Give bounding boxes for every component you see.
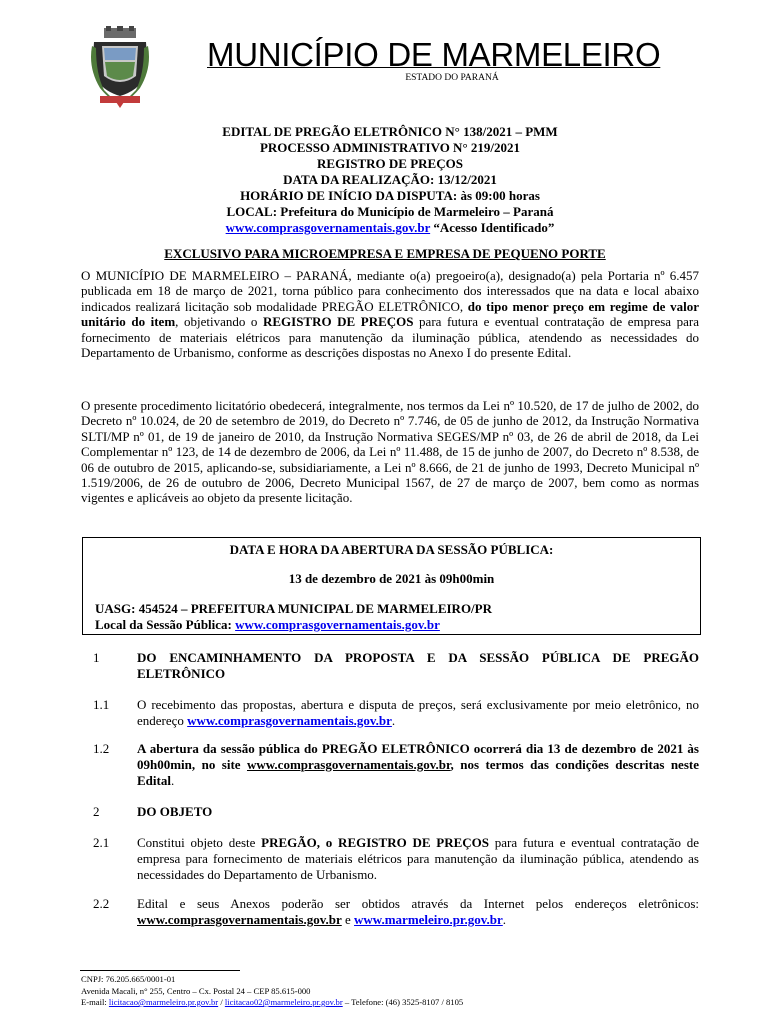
section-1-1-number: 1.1 xyxy=(93,697,110,712)
para1-text-e: para futura e eventual contratação de empresa para fornecimento de materiais elétricos para manutenção da iluminação pública, atendendo as necessidades do Departamento de Urbanismo, conforme as descrições dispostas no Anexo I do presente Edital. xyxy=(81,314,699,361)
local: LOCAL: Prefeitura do Município de Marmeleiro – Paraná xyxy=(226,204,554,219)
acesso-identificado: “Acesso Identificado” xyxy=(430,220,555,235)
s1-1-text: O recebimento das propostas, abertura e disputa de preços, será exclusivamente por meio eletrônico, no endereço xyxy=(137,697,699,728)
s1-1-link[interactable]: www.comprasgovernamentais.gov.br xyxy=(187,713,392,728)
section-2-1-text xyxy=(137,835,699,883)
para1-text-a: O MUNICÍPIO DE MARMELEIRO – PARANÁ, mediante o(a) pregoeiro(a), designado(a) pela Portaria nº 6.457 publicada em 18 de março de 2021, torna público para conhecimento dos interessados que na data e local abaixo indicados realizará licitação sob modalidade PREGÃO ELETRÔNICO, xyxy=(81,268,699,314)
s2-2-mid: e xyxy=(341,912,355,927)
footer-address: Avenida Macali, n° 255, Centro – Cx. Postal 24 – CEP 85.615-000 xyxy=(81,985,311,996)
site-line xyxy=(100,220,680,236)
para1-text-c: , objetivando o xyxy=(175,314,263,330)
exclusivo-heading: EXCLUSIVO PARA MICROEMPRESA E EMPRESA DE PEQUENO PORTE xyxy=(164,246,606,261)
s1-2-text-a: A abertura da sessão pública do PREGÃO ELETRÔNICO ocorrerá dia 13 de dezembro de 2021 às 09h00min, no site xyxy=(137,741,699,772)
s1-2-end: . xyxy=(170,773,175,788)
s1-2-site[interactable]: www.comprasgovernamentais.gov.br xyxy=(246,757,451,772)
footer-email-label: E-mail: xyxy=(81,997,109,1007)
section-1-1-text xyxy=(137,697,699,729)
para1-bold-registro: REGISTRO DE PREÇOS xyxy=(262,314,414,330)
process-number: PROCESSO ADMINISTRATIVO N° 219/2021 xyxy=(259,140,521,155)
intro-paragraph xyxy=(81,268,699,360)
page-subtitle: ESTADO DO PARANÁ xyxy=(405,73,499,83)
session-box-date: 13 de dezembro de 2021 às 09h00min xyxy=(288,571,495,586)
coat-of-arms-icon xyxy=(90,26,150,108)
section-2-2-text xyxy=(137,896,699,928)
s1-1-end: . xyxy=(391,713,396,728)
legal-basis-paragraph: O presente procedimento licitatório obedecerá, integralmente, nos termos da Lei nº 10.520, de 17 de julho de 2002, do Decreto nº 10.024, de 20 de setembro de 2019, do Decreto nº 7.746, de 05 de junho de 2012, da Instrução Normativa SLTI/MP nº 01, de 19 de janeiro de 2010, da Instrução Normativa SEGES/MP nº 03, de 26 de abril de 2018, da Lei Complementar nº 123, de 14 de dezembro de 2006, da Lei nº 11.488, de 15 de junho de 2007, do Decreto nº 8.538, de 06 de outubro de 2015, aplicando-se, subsidiariamente, a Lei nº 8.666, de 21 de junho de 1993, Decreto Municipal nº 1.519/2006, de 26 de outubro de 2006, Decreto Municipal 1567, de 27 de março de 2007, bem como as normas vigentes e aplicáveis ao objeto da presente licitação. xyxy=(81,398,699,506)
s2-1-text-c: para futura e eventual contratação de empresa para fornecimento de materiais elétricos para manutenção da iluminação pública, atendendo as necessidades do Departamento de Urbanismo. xyxy=(137,835,699,882)
s2-1-text-a: Constitui objeto deste xyxy=(137,835,262,850)
horario-disputa: HORÁRIO DE INÍCIO DA DISPUTA: às 09:00 horas xyxy=(240,188,540,203)
s2-1-bold: PREGÃO, o REGISTRO DE PREÇOS xyxy=(261,835,490,850)
session-info-box xyxy=(82,537,701,635)
section-1-2-number: 1.2 xyxy=(93,741,110,756)
s2-2-site-compras[interactable]: www.comprasgovernamentais.gov.br xyxy=(137,912,342,927)
section-1-title: DO ENCAMINHAMENTO DA PROPOSTA E DA SESSÃO PÚBLICA DE PREGÃO ELETRÔNICO xyxy=(137,650,699,681)
section-2-1-number: 2.1 xyxy=(93,835,110,850)
edital-header-block xyxy=(100,124,680,236)
session-box-uasg: UASG: 454524 – PREFEITURA MUNICIPAL DE MARMELEIRO/PR xyxy=(95,601,492,616)
section-1-2-text xyxy=(137,741,699,789)
s2-2-end: . xyxy=(502,912,507,927)
section-2-number: 2 xyxy=(93,804,100,819)
s2-2-text-a: Edital e seus Anexos poderão ser obtidos através da Internet pelos endereços eletrônicos: xyxy=(137,896,699,911)
footer-cnpj: CNPJ: 76.205.665/0001-01 xyxy=(81,974,176,984)
compras-link[interactable]: www.comprasgovernamentais.gov.br xyxy=(225,220,431,235)
footer xyxy=(81,974,463,1009)
section-2-2-number: 2.2 xyxy=(93,896,110,911)
session-local-label: Local da Sessão Pública: xyxy=(95,617,236,632)
session-box-title: DATA E HORA DA ABERTURA DA SESSÃO PÚBLICA: xyxy=(229,542,554,557)
session-box-local xyxy=(95,617,440,633)
footer-divider xyxy=(80,970,240,971)
s1-2-text-b: , nos termos das condições descritas neste Edital xyxy=(137,757,699,788)
edital-number: EDITAL DE PREGÃO ELETRÔNICO N° 138/2021 – PMM xyxy=(222,124,558,139)
s2-2-site-marmeleiro[interactable]: www.marmeleiro.pr.gov.br xyxy=(354,912,503,927)
footer-email-1[interactable]: licitacao@marmeleiro.pr.gov.br xyxy=(108,997,219,1007)
data-realizacao: DATA DA REALIZAÇÃO: 13/12/2021 xyxy=(283,172,497,187)
section-1-number: 1 xyxy=(93,650,100,665)
footer-email-2[interactable]: licitacao02@marmeleiro.pr.gov.br xyxy=(224,997,343,1007)
para1-bold-tipo: do tipo menor preço em regime de valor unitário do item xyxy=(81,298,699,330)
footer-phone: – Telefone: (46) 3525-8107 / 8105 xyxy=(342,997,464,1007)
section-2-title: DO OBJETO xyxy=(137,804,213,819)
footer-contact xyxy=(81,997,463,1009)
registro-precos: REGISTRO DE PREÇOS xyxy=(317,156,463,171)
page-title: MUNICÍPIO DE MARMELEIRO xyxy=(207,36,661,73)
session-local-link[interactable]: www.comprasgovernamentais.gov.br xyxy=(235,617,440,632)
footer-email-sep: / xyxy=(218,997,225,1007)
